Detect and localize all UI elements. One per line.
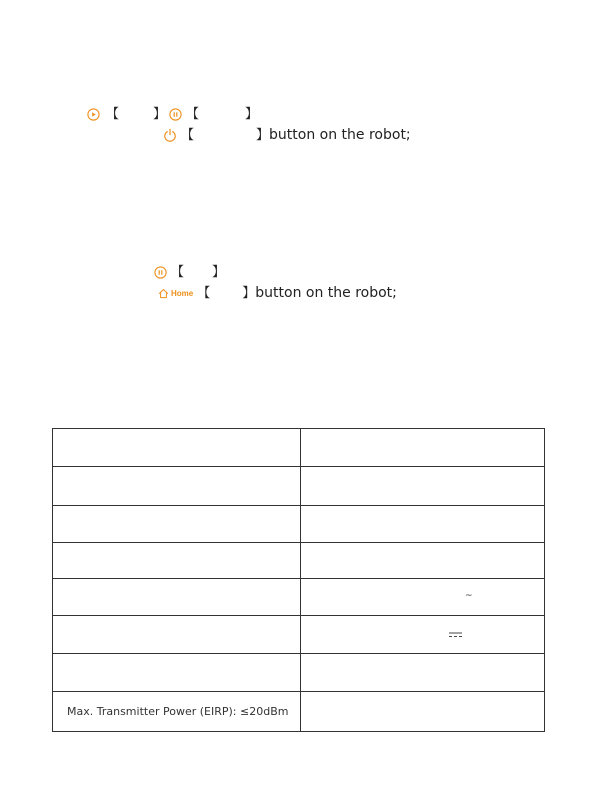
- table-cell: [301, 692, 545, 732]
- table-row: [53, 692, 545, 732]
- start-pause-line: [87, 106, 258, 122]
- table-row: [53, 654, 545, 692]
- table-cell: [301, 579, 545, 616]
- power-icon: [163, 128, 177, 142]
- table-row: [53, 616, 545, 654]
- power-instruction: button on the robot;: [269, 127, 411, 143]
- play-icon: [87, 108, 100, 121]
- open-bracket: 【: [197, 285, 211, 301]
- open-bracket: 【: [171, 264, 185, 280]
- open-bracket: 【: [186, 106, 200, 122]
- close-bracket: 】: [212, 264, 226, 280]
- ac-symbol: ~: [465, 591, 473, 601]
- pause-icon: [169, 108, 182, 121]
- table-cell: [53, 506, 301, 543]
- dc-symbol-icon: [449, 632, 462, 638]
- close-bracket: 】: [153, 106, 167, 122]
- table-cell: [53, 467, 301, 506]
- home-instruction: button on the robot;: [255, 285, 397, 301]
- table-cell: [53, 429, 301, 467]
- table-cell: [301, 429, 545, 467]
- table-cell: [301, 543, 545, 579]
- max-transmitter-power: Max. Transmitter Power (EIRP): ≤20dBm: [53, 692, 301, 732]
- table-cell: [301, 467, 545, 506]
- table-row: [53, 429, 545, 467]
- pause-icon: [154, 266, 167, 279]
- table-cell: [53, 616, 301, 654]
- home-icon: [158, 288, 169, 299]
- table-row: [53, 467, 545, 506]
- close-bracket: 】: [242, 285, 256, 301]
- close-bracket: 】: [256, 127, 270, 143]
- table-cell: [301, 506, 545, 543]
- spec-table: [52, 428, 545, 732]
- power-line: [163, 126, 411, 144]
- table-cell: [301, 654, 545, 692]
- home-label: Home: [171, 288, 194, 298]
- table-row: [53, 506, 545, 543]
- open-bracket: 【: [106, 106, 120, 122]
- table-cell: [53, 579, 301, 616]
- table-cell: [301, 616, 545, 654]
- close-bracket: 】: [245, 106, 259, 122]
- pause-line: [154, 264, 225, 280]
- table-cell: [53, 543, 301, 579]
- table-row: [53, 543, 545, 579]
- open-bracket: 【: [181, 127, 195, 143]
- home-line: [158, 284, 397, 302]
- table-cell: [53, 654, 301, 692]
